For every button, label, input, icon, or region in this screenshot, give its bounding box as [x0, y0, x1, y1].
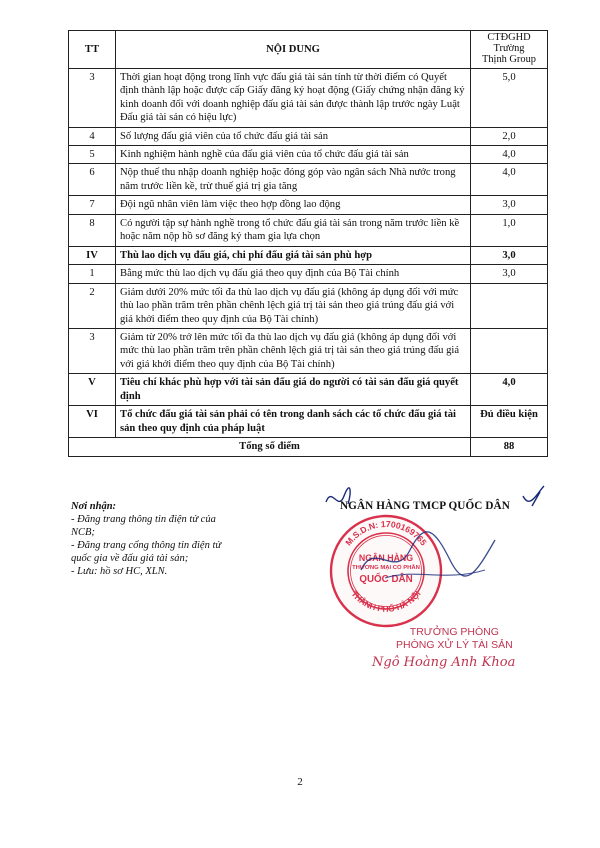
table-row: [69, 406, 548, 438]
recipient-line: - Đăng trang cổng thông tin điện tử: [71, 540, 222, 552]
row-score: 4,0: [471, 374, 548, 406]
header-content: NỘI DUNG: [116, 31, 471, 69]
recipient-line: - Đăng trang thông tin điện tử của: [71, 514, 216, 526]
row-score: 4,0: [471, 146, 548, 164]
recipients-title: Nơi nhận:: [71, 501, 117, 512]
table-row: [69, 214, 548, 246]
signer-title-line2: PHÒNG XỬ LÝ TÀI SẢN: [396, 639, 513, 652]
row-number: 3: [69, 329, 116, 374]
row-number: IV: [69, 246, 116, 264]
table-row: [69, 196, 548, 214]
table-row: [69, 164, 548, 196]
header-tt: TT: [69, 31, 116, 69]
seal-city: THÀNH PHỐ HÀ NỘI: [349, 588, 423, 614]
table-row: [69, 265, 548, 283]
row-content: Giảm dưới 20% mức tối đa thù lao dịch vụ đấu giá (không áp dụng đối với mức thù lao phần trăm trên phần chênh lệch giá trị tài sản theo giá trúng đấu giá với giá khởi điểm theo quy định của Bộ Tài chính): [116, 283, 471, 328]
header-score-line3: Thịnh Group: [482, 53, 536, 65]
row-content: Đội ngũ nhân viên làm việc theo hợp đồng lao động: [116, 196, 471, 214]
row-number: 2: [69, 283, 116, 328]
header-score: [471, 31, 548, 69]
page-number: 2: [297, 776, 303, 788]
table-row: [69, 374, 548, 406]
header-score-line2: Trường: [493, 42, 525, 54]
row-number: 1: [69, 265, 116, 283]
evaluation-table: [68, 30, 548, 457]
row-score: 3,0: [471, 265, 548, 283]
total-label: Tổng số điểm: [69, 438, 471, 456]
row-number: 5: [69, 146, 116, 164]
seal-line2: THƯƠNG MẠI CỔ PHẦN: [352, 565, 420, 571]
row-number: 3: [69, 68, 116, 127]
total-row: [69, 438, 548, 456]
row-number: 4: [69, 127, 116, 145]
row-score: 2,0: [471, 127, 548, 145]
row-score: 5,0: [471, 68, 548, 127]
row-content: Tiêu chí khác phù hợp với tài sản đấu giá do người có tài sản đấu giá quyết định: [116, 374, 471, 406]
signer-title: [396, 626, 513, 652]
table-row: [69, 68, 548, 127]
row-content: Kinh nghiệm hành nghề của đấu giá viên của tổ chức đấu giá tài sản: [116, 146, 471, 164]
recipient-line: - Lưu: hồ sơ HC, XLN.: [71, 566, 168, 578]
signer-name: Ngô Hoàng Anh Khoa: [372, 655, 516, 670]
table-row: [69, 246, 548, 264]
row-content: Có người tập sự hành nghề trong tổ chức đấu giá tài sản trong năm trước liền kề hoặc năm nộp hồ sơ đăng ký tham gia lựa chọn: [116, 214, 471, 246]
seal-line3: QUỐC DÂN: [359, 574, 413, 585]
table-row: [69, 146, 548, 164]
table-row: [69, 283, 548, 328]
seal-code: M.S.D.N: 1700169765: [343, 518, 429, 548]
row-content: Giảm từ 20% trở lên mức tối đa thù lao dịch vụ đấu giá (không áp dụng đối với mức thù lao phần trăm trên phần chênh lệch giá trị tài sản theo giá trúng đấu giá với giá khởi điểm theo quy định của Bộ Tài chính): [116, 329, 471, 374]
row-score: [471, 329, 548, 374]
row-content: Tổ chức đấu giá tài sản phải có tên trong danh sách các tổ chức đấu giá tài sản theo quy định của pháp luật: [116, 406, 471, 438]
bank-name: NGÂN HÀNG TMCP QUỐC DÂN: [340, 500, 510, 512]
table-row: [69, 329, 548, 374]
row-number: VI: [69, 406, 116, 438]
handwritten-signature: [355, 520, 505, 590]
seal-line1: NGÂN HÀNG: [358, 553, 414, 563]
recipient-line: NCB;: [71, 527, 95, 539]
row-content: Số lượng đấu giá viên của tổ chức đấu giá tài sản: [116, 127, 471, 145]
row-score: Đủ điều kiện: [471, 406, 548, 438]
row-score: 3,0: [471, 196, 548, 214]
row-score: 4,0: [471, 164, 548, 196]
row-content: Thời gian hoạt động trong lĩnh vực đấu giá tài sản tính từ thời điểm có Quyết định thành lập hoặc được cấp Giấy đăng ký hoạt động (Giấy chứng nhận đăng ký kinh doanh đối với doanh nghiệp đấu giá tài sản được thành lập trước ngày Luật Đấu giá tài sản có hiệu lực): [116, 68, 471, 127]
table-header-row: [69, 31, 548, 69]
total-value: 88: [471, 438, 548, 456]
recipients-block: [71, 500, 221, 578]
table-body: [69, 68, 548, 437]
row-content: Nộp thuế thu nhập doanh nghiệp hoặc đóng góp vào ngân sách Nhà nước trong năm trước liền kề, trừ thuế giá trị gia tăng: [116, 164, 471, 196]
row-score: 1,0: [471, 214, 548, 246]
signer-title-line1: TRƯỞNG PHÒNG: [409, 626, 499, 638]
row-content: Bằng mức thù lao dịch vụ đấu giá theo quy định của Bộ Tài chính: [116, 265, 471, 283]
table-row: [69, 127, 548, 145]
row-number: 6: [69, 164, 116, 196]
row-content: Thù lao dịch vụ đấu giá, chi phí đấu giá tài sản phù hợp: [116, 246, 471, 264]
row-number: 8: [69, 214, 116, 246]
row-number: V: [69, 374, 116, 406]
header-score-line1: CTĐGHD: [487, 32, 531, 43]
row-score: 3,0: [471, 246, 548, 264]
row-score: [471, 283, 548, 328]
recipient-line: quốc gia về đấu giá tài sản;: [71, 553, 189, 565]
row-number: 7: [69, 196, 116, 214]
